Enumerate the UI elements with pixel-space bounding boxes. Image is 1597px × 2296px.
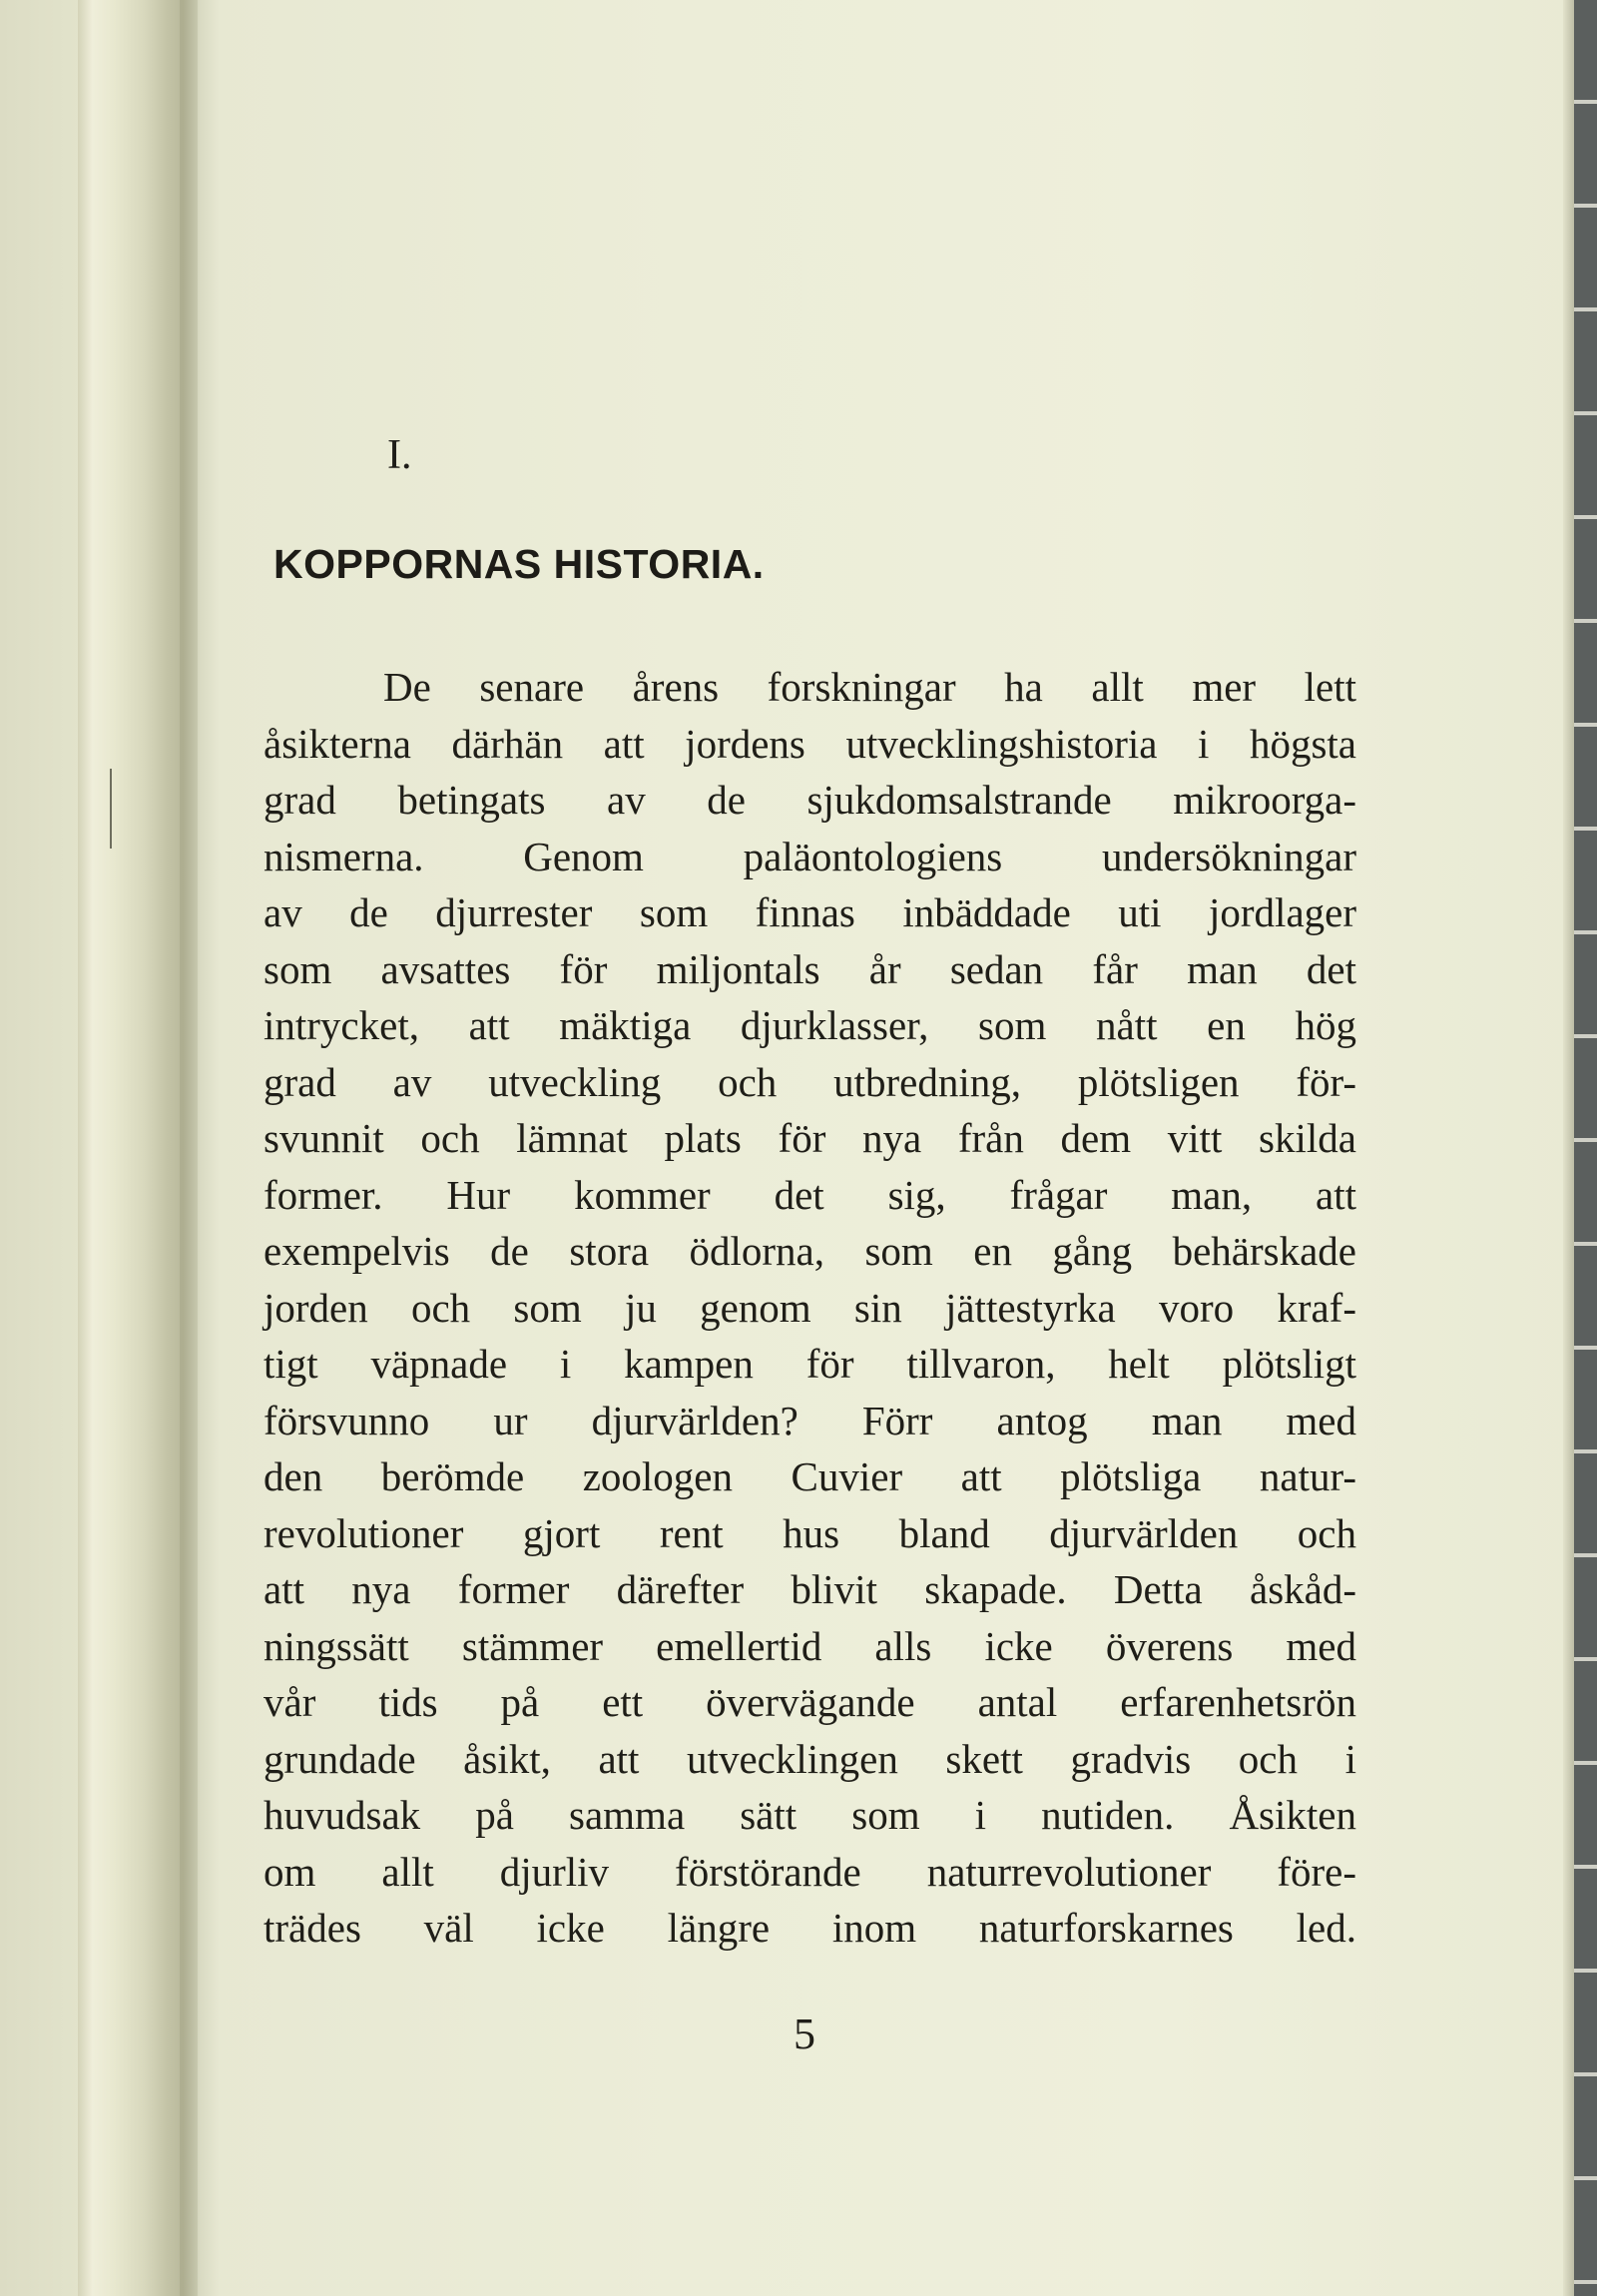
text-line: tigt väpnade i kampen för tillvaron, helt plötsligt <box>264 1341 1356 1387</box>
text-line: De senare årens forskningar ha allt mer lett <box>383 664 1356 710</box>
text-line: vår tids på ett övervägande antal erfarenhetsrön <box>264 1679 1356 1725</box>
text-line: intrycket, att mäktiga djurklasser, som nått en hög <box>264 1002 1356 1048</box>
text-line: grad betingats av de sjukdomsalstrande mikroorga- <box>264 777 1356 823</box>
text-line: försvunno ur djurvärlden? Förr antog man med <box>264 1397 1356 1443</box>
text-line: den berömde zoologen Cuvier att plötsliga natur- <box>264 1453 1356 1499</box>
text-line: revolutioner gjort rent hus bland djurvärlden och <box>264 1509 1356 1556</box>
binding-shadow <box>180 0 220 2296</box>
text-line: exempelvis de stora ödlorna, som en gång behärskade <box>264 1228 1356 1274</box>
text-line: som avsattes för miljontals år sedan får man det <box>264 945 1356 992</box>
chapter-title: KOPPORNAS HISTORIA. <box>273 541 765 587</box>
text-line: jorden och som ju genom sin jättestyrka voro kraf- <box>264 1284 1356 1331</box>
chapter-number: I. <box>387 432 412 478</box>
left-page-margin <box>0 0 80 2296</box>
text-line: av de djurrester som finnas inbäddade uti jordlager <box>264 889 1356 935</box>
page-right-edge <box>1563 0 1574 2296</box>
scan-border-strip <box>1574 0 1597 2296</box>
text-line: svunnit och lämnat plats för nya från dem vitt skilda <box>264 1115 1356 1161</box>
margin-mark <box>110 769 112 849</box>
body-paragraph <box>264 659 1356 1957</box>
text-line: att nya former därefter blivit skapade. Detta åskåd- <box>264 1566 1356 1612</box>
text-line: former. Hur kommer det sig, frågar man, att <box>264 1171 1356 1218</box>
text-line: om allt djurliv förstörande naturrevolutioner före- <box>264 1848 1356 1895</box>
text-line: ningssätt stämmer emellertid alls icke överens med <box>264 1622 1356 1669</box>
text-line: grad av utveckling och utbredning, plötsligen för- <box>264 1058 1356 1105</box>
text-line: trädes väl icke längre inom naturforskarnes led. <box>264 1905 1356 1951</box>
text-line: grundade åsikt, att utvecklingen skett gradvis och i <box>264 1735 1356 1782</box>
page-number: 5 <box>794 2009 815 2058</box>
text-line: åsikterna därhän att jordens utvecklingshistoria i högsta <box>264 720 1356 767</box>
text-line: nismerna. Genom paläontologiens undersökningar <box>264 833 1356 879</box>
text-line: huvudsak på samma sätt som i nutiden. Åsikten <box>264 1792 1356 1838</box>
